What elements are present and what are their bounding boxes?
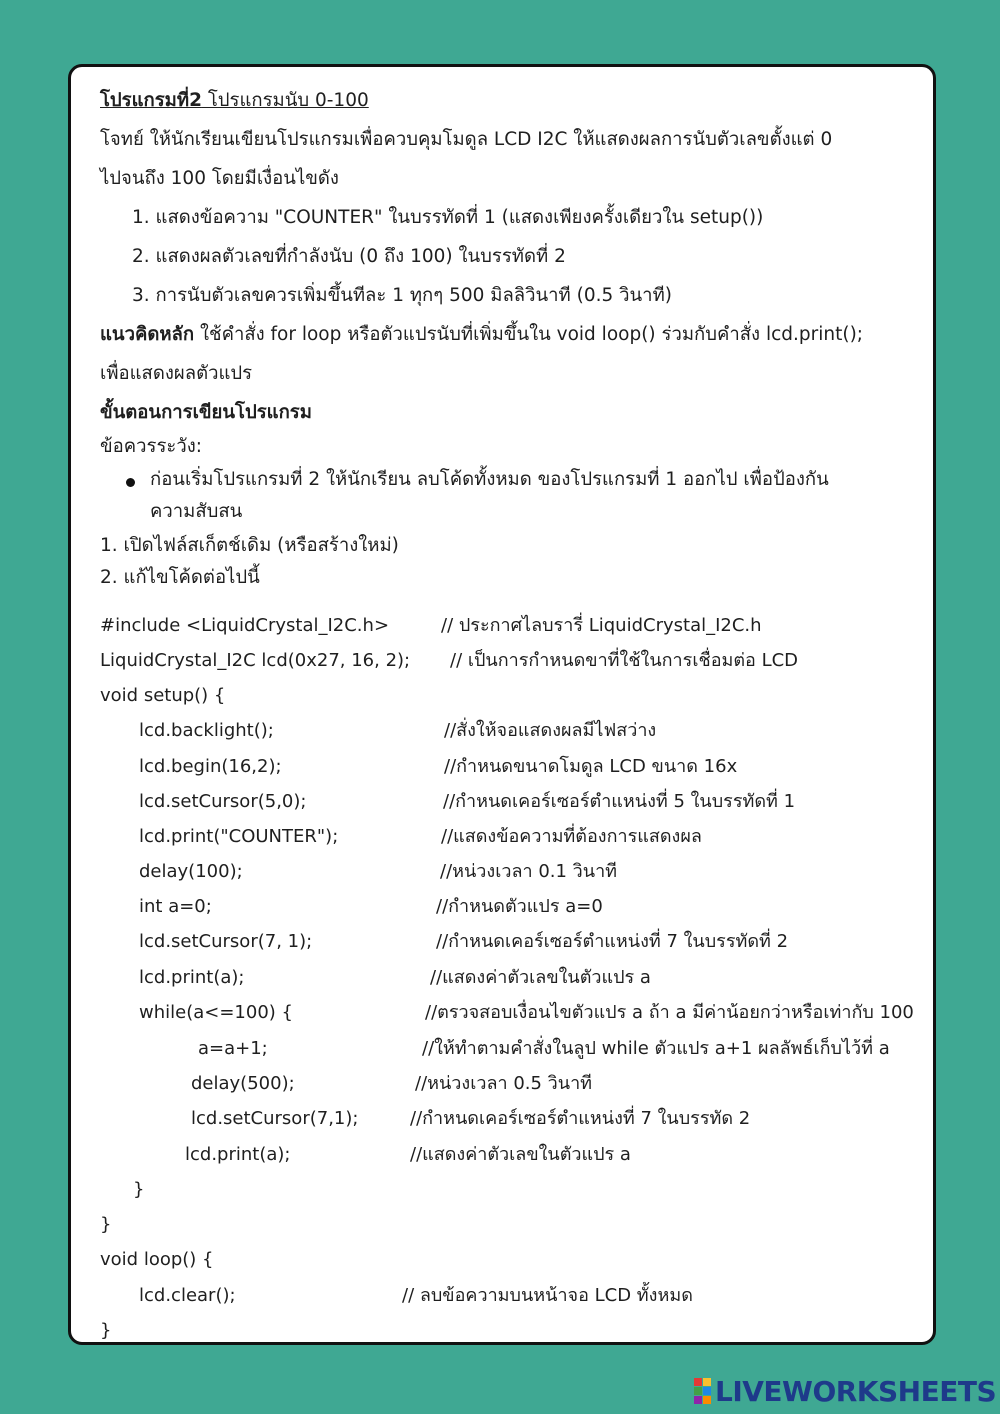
code-line: lcd.setCursor(5,0); [139,791,307,812]
brand-name: LIVEWORKSHEETS [715,1374,997,1408]
logo-blocks-icon [694,1378,711,1404]
code-line: lcd.setCursor(7,1); [191,1108,359,1129]
steps-title: ขั้นตอนการเขียนโปรแกรม [100,402,312,423]
condition-3: 3. การนับตัวเลขควรเพิ่มขึ้นทีละ 1 ทุกๆ 500 มิลลิวินาที (0.5 วินาที) [132,285,672,306]
code-line: lcd.print(a); [139,967,245,988]
code-line: LiquidCrystal_I2C lcd(0x27, 16, 2); [100,650,411,671]
code-comment: //แสดงค่าตัวเลขในตัวแปร a [410,1144,631,1165]
code-line: int a=0; [139,896,212,917]
step-2: 2. แก้ไขโค้ดต่อไปนี้ [100,567,260,588]
code-line: } [100,1320,112,1341]
concept-label: แนวคิดหลัก [100,324,195,345]
code-line: void loop() { [100,1249,214,1270]
code-line: delay(500); [191,1073,295,1094]
code-line: lcd.print("COUNTER"); [139,826,339,847]
concept-line-1 [100,323,863,347]
code-line: } [100,1214,112,1235]
condition-2: 2. แสดงผลตัวเลขที่กำลังนับ (0 ถึง 100) ในบรรทัดที่ 2 [132,246,566,267]
code-comment: //หน่วงเวลา 0.5 วินาที [415,1073,593,1094]
code-comment: //กำหนดเคอร์เซอร์ตำแหน่งที่ 7 ในบรรทัด 2 [410,1108,751,1129]
step-1: 1. เปิดไฟล์สเก็ตช์เดิม (หรือสร้างใหม่) [100,535,399,556]
code-comment: //แสดงค่าตัวเลขในตัวแปร a [430,967,651,988]
code-comment: // ประกาศไลบรารี่ LiquidCrystal_I2C.h [441,615,762,636]
bullet-dot [126,478,135,487]
code-comment: // ลบข้อความบนหน้าจอ LCD ทั้งหมด [402,1285,693,1306]
code-comment: //ให้ทำตามคำสั่งในลูป while ตัวแปร a+1 ผลลัพธ์เก็บไว้ที่ a [422,1038,890,1059]
code-line: } [133,1179,145,1200]
caution-line-1: ก่อนเริ่มโปรแกรมที่ 2 ให้นักเรียน ลบโค้ดทั้งหมด ของโปรแกรมที่ 1 ออกไป เพื่อป้องกัน [150,469,829,490]
code-comment: //สั่งให้จอแสดงผลมีไฟสว่าง [444,720,657,741]
code-comment: //กำหนดตัวแปร a=0 [436,896,603,917]
code-line: lcd.setCursor(7, 1); [139,931,313,952]
code-comment: // เป็นการกำหนดขาที่ใช้ในการเชื่อมต่อ LCD [450,650,799,671]
program-label: โปรแกรมที่2 [100,90,202,111]
code-comment: //ตรวจสอบเงื่อนไขตัวแปร a ถ้า a มีค่าน้อยกว่าหรือเท่ากับ 100 [425,1002,914,1023]
code-line: a=a+1; [198,1038,268,1059]
program-heading [100,89,369,113]
code-line: lcd.backlight(); [139,720,274,741]
code-comment: //กำหนดเคอร์เซอร์ตำแหน่งที่ 7 ในบรรทัดที่ 2 [436,931,789,952]
code-line: delay(100); [139,861,243,882]
code-comment: //กำหนดเคอร์เซอร์ตำแหน่งที่ 5 ในบรรทัดที่ 1 [443,791,796,812]
caution-label: ข้อควรระวัง: [100,436,202,457]
code-line: #include <LiquidCrystal_I2C.h> [100,615,390,636]
code-comment: //กำหนดขนาดโมดูล LCD ขนาด 16x [444,756,738,777]
code-line: while(a<=100) { [139,1002,293,1023]
code-comment: //หน่วงเวลา 0.1 วินาที [440,861,618,882]
caution-line-2: ความสับสน [150,501,243,522]
liveworksheets-logo [694,1375,996,1407]
code-line: lcd.clear(); [139,1285,236,1306]
condition-1: 1. แสดงข้อความ "COUNTER" ในบรรทัดที่ 1 (แสดงเพียงครั้งเดียวใน setup()) [132,207,764,228]
task-line-2: ไปจนถึง 100 โดยมีเงื่อนไขดัง [100,168,339,189]
program-title: โปรแกรมนับ 0-100 [201,90,369,111]
concept-text: ใช้คำสั่ง for loop หรือตัวแปรนับที่เพิ่มขึ้นใน void loop() ร่วมกับคำสั่ง lcd.print(); [194,324,864,345]
code-line: void setup() { [100,685,226,706]
code-comment: //แสดงข้อความที่ต้องการแสดงผล [441,826,702,847]
concept-line-2: เพื่อแสดงผลตัวแปร [100,363,253,384]
code-line: lcd.begin(16,2); [139,756,282,777]
code-line: lcd.print(a); [185,1144,291,1165]
task-line-1: โจทย์ ให้นักเรียนเขียนโปรแกรมเพื่อควบคุมโมดูล LCD I2C ให้แสดงผลการนับตัวเลขตั้งแต่ 0 [100,129,833,150]
